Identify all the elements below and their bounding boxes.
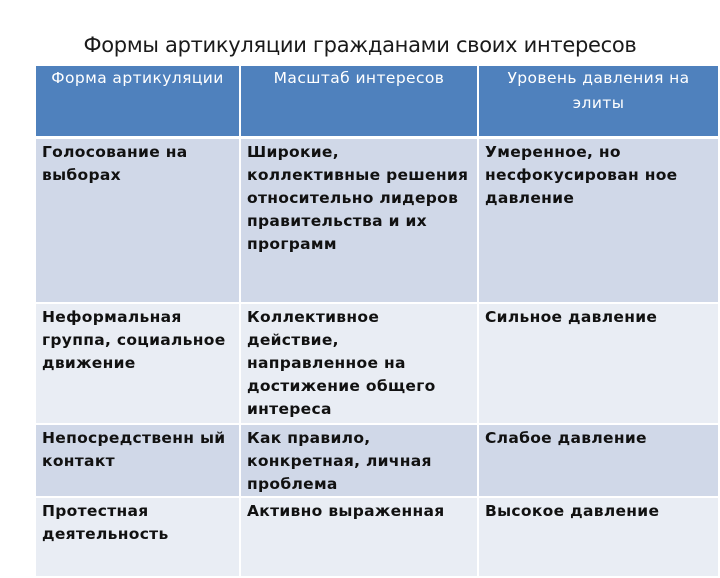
cell-pressure: Слабое давление: [478, 424, 719, 497]
table-row: [36, 137, 719, 303]
table-row: [36, 424, 719, 497]
cell-form: Протестная деятельность: [36, 497, 240, 577]
slide-title: Формы артикуляции гражданами своих интересов: [83, 33, 637, 57]
interest-articulation-table: [36, 66, 720, 578]
cell-scale: Как правило, конкретная, личная проблема: [240, 424, 478, 497]
cell-form: Голосование на выборах: [36, 137, 240, 303]
cell-pressure: Высокое давление: [478, 497, 719, 577]
table-row: [36, 303, 719, 424]
header-form: Форма артикуляции: [36, 66, 240, 137]
cell-scale: Широкие, коллективные решения относительно лидеров правительства и их программ: [240, 137, 478, 303]
cell-pressure: Сильное давление: [478, 303, 719, 424]
cell-form: Неформальная группа, социальное движение: [36, 303, 240, 424]
cell-form: Непосредственн ый контакт: [36, 424, 240, 497]
cell-scale: Коллективное действие, направленное на достижение общего интереса: [240, 303, 478, 424]
table-row: [36, 497, 719, 577]
cell-scale: Активно выраженная: [240, 497, 478, 577]
header-scale: Масштаб интересов: [240, 66, 478, 137]
table-header-row: [36, 66, 719, 137]
header-pressure: Уровень давления на элиты: [478, 66, 719, 137]
cell-pressure: Умеренное, но несфокусирован ное давление: [478, 137, 719, 303]
